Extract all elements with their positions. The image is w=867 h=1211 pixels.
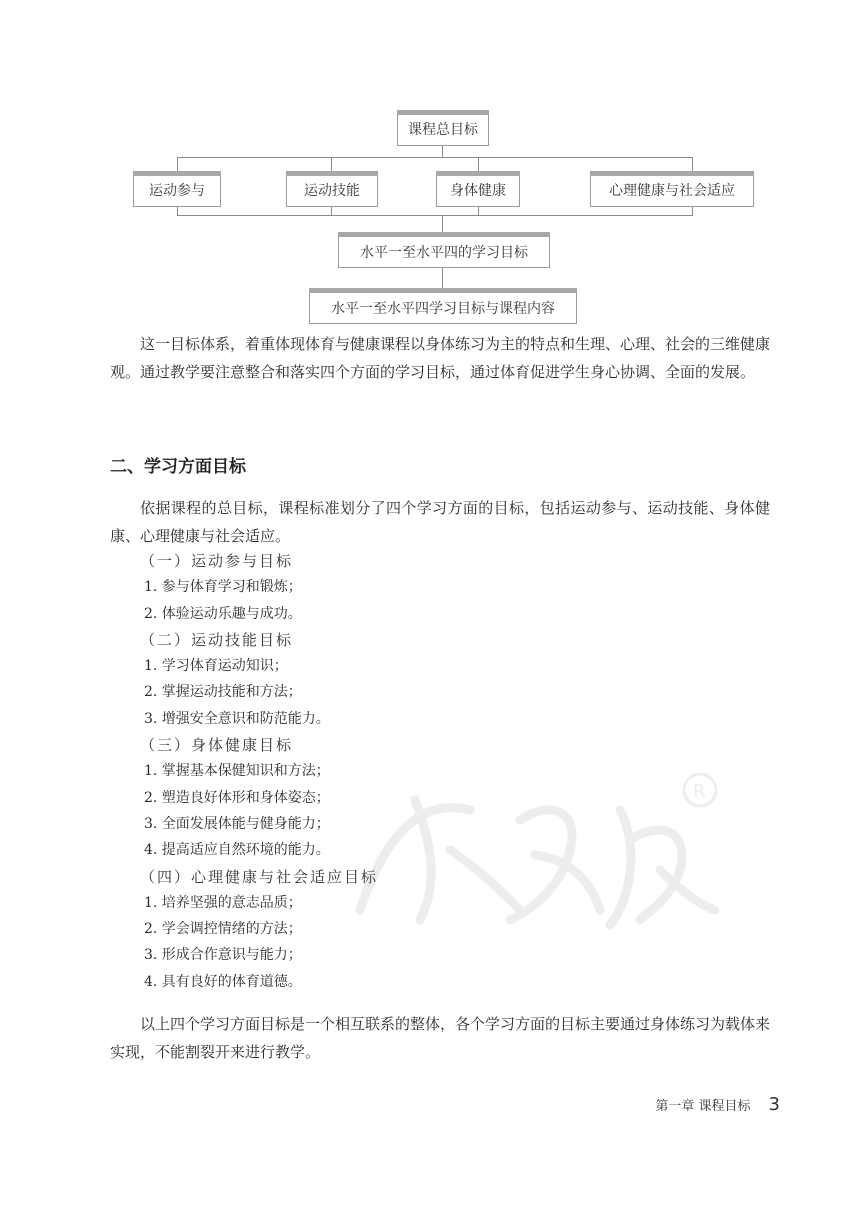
diagram-top-box xyxy=(397,110,489,146)
diagram-label: 身体健康 xyxy=(450,183,506,199)
list-item: 2. 塑造良好体形和身体姿态； xyxy=(144,789,330,806)
list-item: 2. 体验运动乐趣与成功。 xyxy=(144,605,302,622)
group-title: （三）身体健康目标 xyxy=(140,736,294,755)
chapter-label: 第一章 课程目标 xyxy=(655,1099,751,1114)
diagram-bottom-box xyxy=(309,288,577,324)
diagram-box-mental xyxy=(590,171,754,207)
diagram-level-box xyxy=(338,232,550,268)
diagram-box-participation xyxy=(133,171,221,207)
list-item: 1. 掌握基本保健知识和方法； xyxy=(144,763,330,780)
group-title: （一）运动参与目标 xyxy=(140,552,294,570)
diagram-level-label: 水平一至水平四的学习目标 xyxy=(360,245,528,261)
section-title: 二、学习方面目标 xyxy=(110,457,246,477)
diagram-box-skills xyxy=(286,171,378,207)
diagram-box-health xyxy=(436,171,520,207)
lead-paragraph: 依据课程的总目标，课程标准划分了四个学习方面的目标，包括运动参与、运动技能、身体健康、心理健康与社会适应。 xyxy=(110,499,770,545)
list-item: 2. 掌握运动技能和方法； xyxy=(144,684,302,701)
group-title: （四）心理健康与社会适应目标 xyxy=(140,867,379,886)
closing-paragraph: 以上四个学习方面目标是一个相互联系的整体，各个学习方面的目标主要通过身体练习为载体来实现，不能割裂开来进行教学。 xyxy=(110,1015,771,1061)
list-item: 3. 增强安全意识和防范能力。 xyxy=(144,710,330,727)
list-item: 1. 参与体育学习和锻炼； xyxy=(144,579,302,596)
diagram-label: 运动参与 xyxy=(149,183,205,199)
list-item: 4. 提高适应自然环境的能力。 xyxy=(144,842,330,859)
list-item: 4. 具有良好的体育道德。 xyxy=(144,973,302,990)
svg-text:R: R xyxy=(693,781,706,802)
diagram-top-label: 课程总目标 xyxy=(408,122,478,138)
diagram-label: 心理健康与社会适应 xyxy=(609,183,735,199)
diagram-bottom-label: 水平一至水平四学习目标与课程内容 xyxy=(331,301,555,317)
list-item: 1. 学习体育运动知识； xyxy=(144,658,288,675)
intro-paragraph: 这一目标体系，着重体现体育与健康课程以身体练习为主的特点和生理、心理、社会的三维健康观。通过教学要注意整合和落实四个方面的学习目标，通过体育促进学生身心协调、全面的发展。 xyxy=(110,335,771,381)
list-item: 3. 全面发展体能与健身能力； xyxy=(144,815,330,832)
page-footer xyxy=(560,1094,780,1115)
page-number: 3 xyxy=(768,1094,780,1115)
diagram-label: 运动技能 xyxy=(304,183,360,199)
group-title: （二）运动技能目标 xyxy=(140,630,294,649)
watermark-logo xyxy=(320,760,740,940)
list-item: 1. 培养坚强的意志品质； xyxy=(144,894,302,911)
list-item: 3. 形成合作意识与能力； xyxy=(144,947,302,964)
list-item: 2. 学会调控情绪的方法； xyxy=(144,921,302,938)
